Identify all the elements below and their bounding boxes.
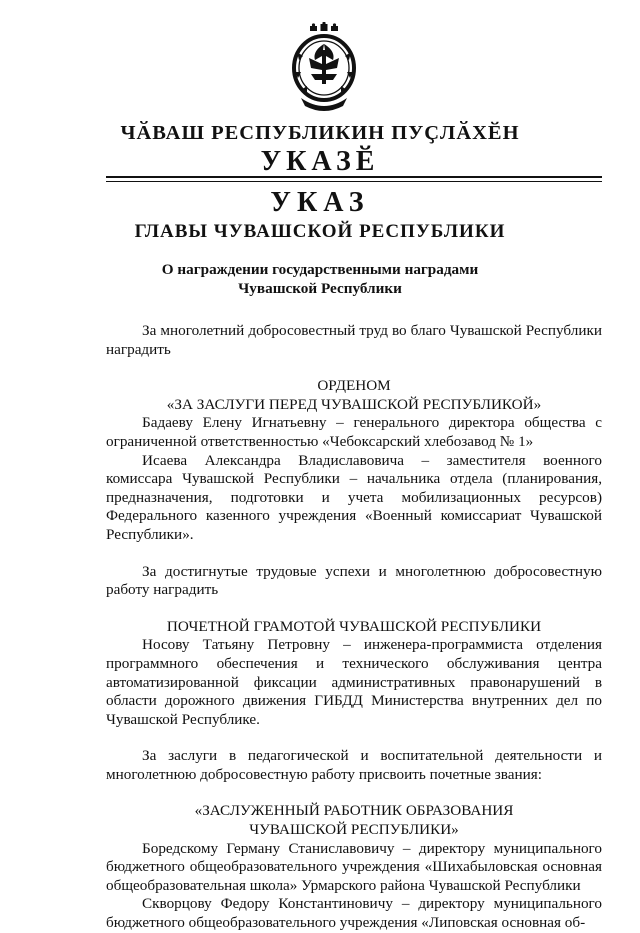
award-order-heading-2: «ЗА ЗАСЛУГИ ПЕРЕД ЧУВАШСКОЙ РЕСПУБЛИКОЙ» bbox=[166, 395, 542, 413]
awardee-isaev: Исаева Александра Владиславовича – заместителя военного комиссара Чувашской Республики – начальника отдела (планирования, предназначения, подготовки и учета мобилизационных ресурсов) Федерального казенного учреждения «Военный комиссариат Чувашской Республики». bbox=[106, 451, 602, 543]
decree-title-line2: Чувашской Республики bbox=[238, 280, 402, 297]
russian-header-line2: ГЛАВЫ ЧУВАШСКОЙ РЕСПУБЛИКИ bbox=[134, 221, 506, 242]
paragraph-intro-3: За заслуги в педагогической и воспитательной деятельности и многолетнюю добросовестную работу присвоить почетные звания: bbox=[106, 747, 602, 783]
chuvash-header-line2: УКАЗӖ bbox=[260, 146, 380, 177]
paragraph-intro-2: За достигнутые трудовые успехи и многолетнюю добросовестную работу наградить bbox=[106, 562, 602, 599]
header-divider-thick bbox=[106, 176, 602, 178]
chuvash-header-line1: ЧӐВАШ РЕСПУБЛИКИН ПУҪЛӐХӖН bbox=[120, 122, 520, 144]
awardee-nosova: Носову Татьяну Петровну – инженера-программиста отделения программного обеспечения и технического обслуживания центра автоматизированной фиксации административных правонарушений в области дорожного движения ГИБДД Министерства внутренних дел по Чувашской Республике. bbox=[106, 636, 602, 728]
paragraph-intro-1: За многолетний добросовестный труд во благо Чувашской Республики наградить bbox=[106, 322, 602, 358]
honorary-title-heading-1: «ЗАСЛУЖЕННЫЙ РАБОТНИК ОБРАЗОВАНИЯ bbox=[194, 802, 514, 820]
award-gramota-heading: ПОЧЕТНОЙ ГРАМОТОЙ ЧУВАШСКОЙ РЕСПУБЛИКИ bbox=[166, 617, 542, 635]
awardee-skvortsov: Скворцову Федору Константиновичу – директору муниципального бюджетного общеобразовательного учреждения «Липовская основная об- bbox=[106, 895, 602, 932]
header-divider-thin bbox=[106, 181, 602, 182]
russian-header-line1: УКАЗ bbox=[270, 187, 370, 218]
awardee-boredsky: Боредскому Герману Станиславовичу – директору муниципального бюджетного общеобразовательного учреждения «Шихабыловская основная общеобразовательная школа» Урмарского района Чувашской Республики bbox=[106, 839, 602, 894]
award-order-heading-1: ОРДЕНОМ bbox=[317, 377, 391, 395]
decree-title bbox=[0, 260, 640, 298]
coat-of-arms-emblem bbox=[291, 22, 357, 112]
decree-body bbox=[106, 322, 602, 933]
decree-title-line1: О награждении государственными наградами bbox=[161, 261, 479, 278]
awardee-badaeva: Бадаеву Елену Игнатьевну – генерального директора общества с ограниченной ответственностью «Чебоксарский хлебозавод № 1» bbox=[106, 414, 602, 450]
honorary-title-heading-2: ЧУВАШСКОЙ РЕСПУБЛИКИ» bbox=[249, 821, 459, 839]
